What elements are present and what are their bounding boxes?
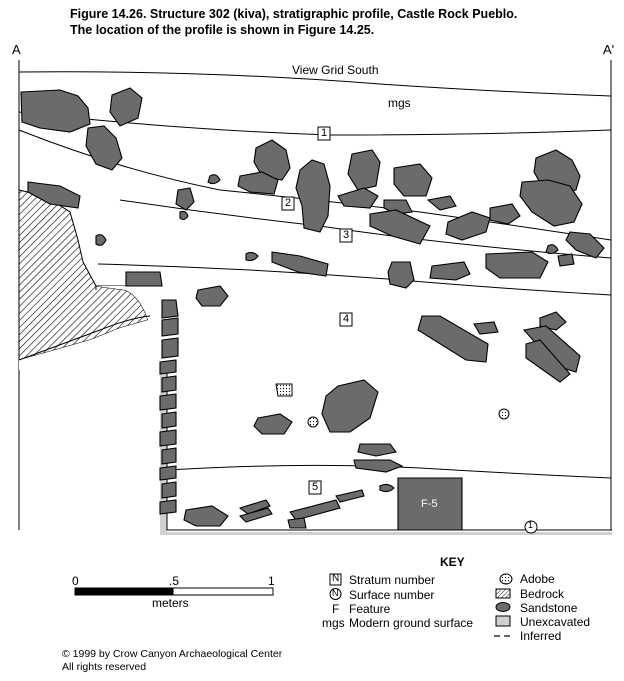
scale-unit: meters (152, 596, 189, 610)
key-bedrock-swatch (496, 589, 510, 598)
surface-number-1: 1 (528, 520, 534, 530)
caption-line-1: Figure 14.26. Structure 302 (kiva), stratigraphic profile, Castle Rock Pueblo. (70, 7, 518, 21)
scale-tick-1: 1 (268, 574, 275, 588)
key-feature-label: Feature (349, 602, 391, 616)
key-title: KEY (440, 555, 465, 569)
adobe-pieces (276, 384, 509, 427)
mgs-label: mgs (388, 96, 411, 110)
key-feature-symbol: F (332, 602, 340, 616)
scale-bar (75, 588, 273, 595)
key-mgs-symbol: mgs (322, 616, 345, 630)
stratum-number-3: 3 (343, 229, 350, 241)
copyright-line-2: All rights reserved (62, 661, 147, 673)
key-stratum-label: Stratum number (349, 573, 436, 587)
view-direction-label: View Grid South (292, 63, 379, 77)
key-surface-symbol: N (332, 588, 339, 598)
key-sandstone-label: Sandstone (520, 601, 578, 615)
stratum-number-4: 4 (343, 313, 350, 325)
key-surface-label: Surface number (349, 588, 435, 602)
scale-tick-0: 0 (72, 574, 79, 588)
key-bedrock-label: Bedrock (520, 587, 565, 601)
sandstone-blocks (21, 88, 604, 266)
scale-tick-half: .5 (169, 574, 180, 588)
stratum-number-5: 5 (312, 481, 319, 493)
key-unexcavated-label: Unexcavated (520, 615, 591, 629)
key-inferred-label: Inferred (520, 629, 562, 643)
key-mgs-label: Modern ground surface (349, 616, 474, 630)
copyright-line-1: © 1999 by Crow Canyon Archaeological Center (62, 648, 283, 660)
caption-line-2: The location of the profile is shown in Figure 14.25. (70, 23, 375, 37)
key-unexcavated-swatch (496, 616, 510, 626)
key-stratum-symbol: N (332, 573, 340, 584)
key-adobe-swatch (500, 574, 512, 584)
stratum-number-2: 2 (285, 197, 292, 209)
profile-end-right: A' (603, 42, 615, 57)
feature-label-f5: F-5 (421, 498, 438, 510)
profile-end-left: A (12, 42, 21, 57)
stratum-number-1: 1 (321, 127, 328, 139)
key-adobe-label: Adobe (520, 572, 555, 586)
copyright (62, 648, 282, 674)
key-sandstone-swatch (496, 603, 510, 612)
